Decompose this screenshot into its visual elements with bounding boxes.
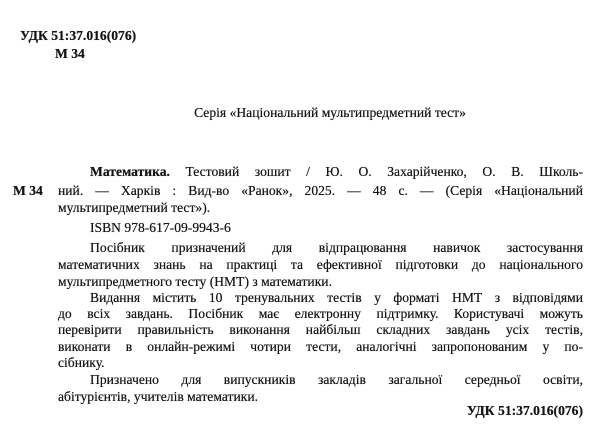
- isbn: ISBN 978-617-09-9943-6: [90, 220, 231, 235]
- annotation-p1-line-3: мультипредметного тесту (НМТ) з математики.: [58, 274, 332, 289]
- annotation-p3-line-1: Призначено для випускників закладів загальної середньої освіти,: [90, 372, 583, 387]
- catalog-line-1-rest: Тестовий зошит / Ю. О. Захарійченко, О. В. Школь-: [169, 164, 583, 179]
- annotation-p1-line-1: Посібник призначений для відпрацювання навичок застосування: [90, 240, 583, 255]
- annotation-p2-line-5: сібнику.: [58, 355, 105, 370]
- catalog-side-mark: М 34: [13, 183, 43, 198]
- annotation-p2-line-4: виконати в онлайн-режимі чотири тести, аналогічні запропонованим у по-: [58, 339, 583, 354]
- annotation-p1-line-2: математичних знань на практиці та ефективної підготовки до національного: [58, 257, 583, 272]
- author-mark-top: М 34: [55, 46, 85, 61]
- udk-code-bottom: УДК 51:37.016(076): [466, 403, 583, 418]
- series-line: Серія «Національний мультипредметний тест»: [194, 105, 466, 120]
- annotation-p3-line-2: абітурієнтів, учителів математики.: [58, 389, 259, 404]
- annotation-p2-line-2: до всіх завдань. Посібник має електронну підтримку. Користувачі можуть: [58, 306, 583, 321]
- catalog-line-1: [90, 164, 583, 180]
- annotation-p2-line-3: перевірити правильність виконання найбільш складних завдань усіх тестів,: [58, 322, 583, 337]
- catalog-line-2: ний. — Харків : Вид-во «Ранок», 2025. — 48 с. — (Серія «Національний: [58, 183, 583, 198]
- book-title: Математика.: [90, 164, 170, 179]
- udk-code-top: УДК 51:37.016(076): [20, 28, 137, 43]
- annotation-p2-line-1: Видання містить 10 тренувальних тестів у форматі НМТ з відповідями: [90, 290, 583, 305]
- catalog-line-3: мультипредметний тест»).: [58, 200, 211, 215]
